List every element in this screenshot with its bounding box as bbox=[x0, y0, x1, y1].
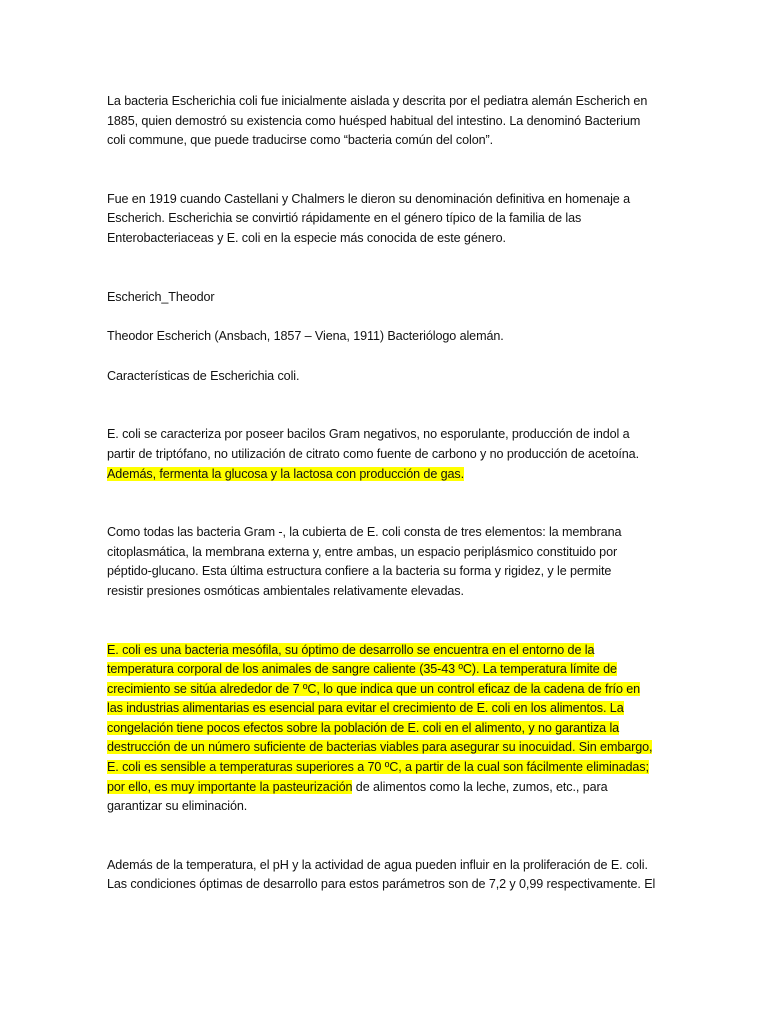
highlighted-text: E. coli es sensible a temperaturas superiores a 70 ºC, a partir de la cual son fácilmente eliminadas; bbox=[107, 760, 649, 775]
text-run: de alimentos como la leche, zumos, etc., para bbox=[352, 779, 608, 794]
text-line bbox=[107, 543, 667, 563]
highlighted-text: congelación tiene pocos efectos sobre la población de E. coli en el alimento, y no garantiza la bbox=[107, 720, 620, 735]
text-line bbox=[107, 327, 667, 347]
paragraph-gap bbox=[107, 347, 667, 367]
text-line bbox=[107, 738, 667, 758]
text-line bbox=[107, 641, 667, 661]
text-run: resistir presiones osmóticas ambientales relativamente elevadas. bbox=[107, 583, 464, 598]
text-run: Escherich_Theodor bbox=[107, 289, 215, 304]
highlighted-text: crecimiento se sitúa alrededor de 7 ºC, lo que indica que un control eficaz de la cadena de frío en bbox=[107, 681, 641, 696]
paragraph-discovery bbox=[107, 92, 667, 151]
text-line bbox=[107, 680, 667, 700]
text-line bbox=[107, 856, 667, 876]
paragraph-temperature bbox=[107, 641, 667, 817]
paragraph-gap bbox=[107, 151, 667, 190]
paragraph-gap bbox=[107, 249, 667, 288]
highlighted-text: destrucción de un número suficiente de bacterias viables para asegurar su inocuidad. Sin embargo, bbox=[107, 740, 653, 755]
text-line bbox=[107, 229, 667, 249]
paragraph-characteristics bbox=[107, 425, 667, 484]
text-run: péptido-glucano. Esta última estructura confiere a la bacteria su forma y rigidez, y le permite bbox=[107, 564, 612, 579]
text-line bbox=[107, 190, 667, 210]
text-line bbox=[107, 875, 667, 895]
text-line bbox=[107, 758, 667, 778]
text-line bbox=[107, 367, 667, 387]
paragraph-ph-water-activity bbox=[107, 856, 667, 895]
text-line bbox=[107, 660, 667, 680]
paragraph-gap bbox=[107, 307, 667, 327]
paragraph-escherich-bio bbox=[107, 327, 667, 347]
paragraph-gap bbox=[107, 386, 667, 425]
paragraph-gap bbox=[107, 602, 667, 641]
text-run: partir de triptófano, no utilización de citrato como fuente de carbono y no producción de acetoína. bbox=[107, 446, 639, 461]
highlighted-text: por ello, es muy importante la pasteurización bbox=[107, 779, 353, 794]
text-run: E. coli se caracteriza por poseer bacilos Gram negativos, no esporulante, producción de indol a bbox=[107, 427, 630, 442]
paragraph-image-caption bbox=[107, 288, 667, 308]
text-line bbox=[107, 465, 667, 485]
text-line bbox=[107, 778, 667, 798]
paragraph-naming bbox=[107, 190, 667, 249]
text-line bbox=[107, 425, 667, 445]
text-line bbox=[107, 131, 667, 151]
text-run: Las condiciones óptimas de desarrollo para estos parámetros son de 7,2 y 0,99 respectivamente. El bbox=[107, 877, 656, 892]
document-page bbox=[107, 92, 667, 895]
text-run: Escherich. Escherichia se convirtió rápidamente en el género típico de la familia de las bbox=[107, 211, 582, 226]
text-run: Theodor Escherich (Ansbach, 1857 – Viena, 1911) Bacteriólogo alemán. bbox=[107, 329, 504, 344]
text-line bbox=[107, 445, 667, 465]
text-line bbox=[107, 112, 667, 132]
section-heading bbox=[107, 367, 667, 387]
highlighted-text: temperatura corporal de los animales de sangre caliente (35-43 ºC). La temperatura límite de bbox=[107, 662, 617, 677]
text-run: Enterobacteriaceas y E. coli en la especie más conocida de este género. bbox=[107, 230, 506, 245]
text-run: Características de Escherichia coli. bbox=[107, 368, 300, 383]
paragraph-gap bbox=[107, 817, 667, 856]
text-line bbox=[107, 797, 667, 817]
text-run: Fue en 1919 cuando Castellani y Chalmers le dieron su denominación definitiva en homenaje a bbox=[107, 191, 630, 206]
text-run: citoplasmática, la membrana externa y, entre ambas, un espacio periplásmico constituido por bbox=[107, 544, 618, 559]
text-run: Como todas las bacteria Gram -, la cubierta de E. coli consta de tres elementos: la membrana bbox=[107, 525, 622, 540]
highlighted-text: E. coli es una bacteria mesófila, su óptimo de desarrollo se encuentra en el entorno de la bbox=[107, 642, 595, 657]
highlighted-text: las industrias alimentarias es esencial para evitar el crecimiento de E. coli en los alimentos. La bbox=[107, 701, 624, 716]
text-line bbox=[107, 562, 667, 582]
text-line bbox=[107, 209, 667, 229]
text-run: 1885, quien demostró su existencia como huésped habitual del intestino. La denominó Bacterium bbox=[107, 113, 641, 128]
text-line bbox=[107, 523, 667, 543]
text-line bbox=[107, 719, 667, 739]
text-line bbox=[107, 699, 667, 719]
paragraph-cell-envelope bbox=[107, 523, 667, 601]
text-run: La bacteria Escherichia coli fue inicialmente aislada y descrita por el pediatra alemán Escherich en bbox=[107, 94, 648, 108]
text-line bbox=[107, 582, 667, 602]
text-run: garantizar su eliminación. bbox=[107, 799, 248, 814]
text-line bbox=[107, 92, 667, 112]
text-line bbox=[107, 288, 667, 308]
text-run: coli commune, que puede traducirse como “bacteria común del colon”. bbox=[107, 133, 494, 148]
text-run: Además de la temperatura, el pH y la actividad de agua pueden influir en la proliferación de E. coli. bbox=[107, 857, 648, 872]
highlighted-text: Además, fermenta la glucosa y la lactosa con producción de gas. bbox=[107, 466, 465, 481]
paragraph-gap bbox=[107, 484, 667, 523]
